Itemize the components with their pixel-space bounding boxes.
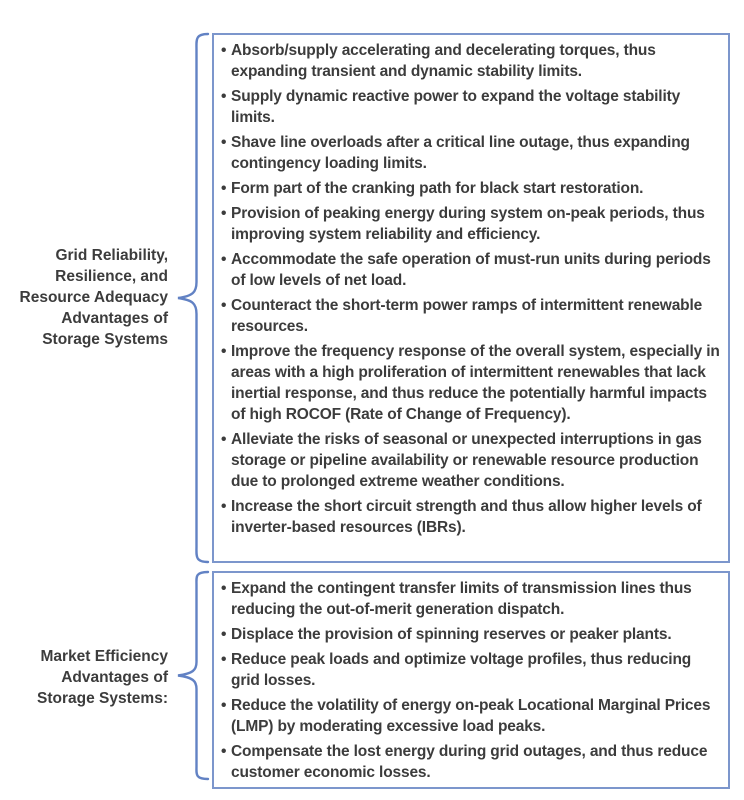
- label-line: Market Efficiency: [40, 648, 168, 665]
- bullet-item: [221, 578, 720, 620]
- market-efficiency-advantages-box: [212, 571, 730, 789]
- bullet-marker-icon: •: [221, 205, 227, 222]
- bullet-item: [221, 178, 720, 199]
- bullet-marker-icon: •: [221, 343, 227, 360]
- bullet-text: Shave line overloads after a critical line outage, thus expanding contingency loading limits.: [231, 134, 690, 172]
- bullet-item: [221, 695, 720, 737]
- bullet-marker-icon: •: [221, 626, 227, 643]
- bullet-item: [221, 429, 720, 492]
- bullet-item: [221, 132, 720, 174]
- label-line: Advantages of: [61, 310, 168, 327]
- bullet-text: Alleviate the risks of seasonal or unexpected interruptions in gas storage or pipeline availability or renewable resource production due to prolonged extreme weather conditions.: [231, 431, 702, 490]
- bullet-text: Reduce peak loads and optimize voltage profiles, thus reducing grid losses.: [231, 651, 692, 689]
- bullet-text: Compensate the lost energy during grid outages, and thus reduce customer economic losses.: [231, 743, 708, 781]
- bullet-item: [221, 249, 720, 291]
- bullet-text: Accommodate the safe operation of must-run units during periods of low levels of net load.: [231, 251, 711, 289]
- bullet-text: Improve the frequency response of the overall system, especially in areas with a high proliferation of intermittent renewables that lack inertial response, and thus reduce the potentially harmful impacts of high ROCOF (Rate of Change of Frequency).: [231, 343, 720, 423]
- bullet-marker-icon: •: [221, 251, 227, 268]
- bullet-marker-icon: •: [221, 651, 227, 668]
- bullet-item: [221, 341, 720, 425]
- bullet-text: Counteract the short-term power ramps of intermittent renewable resources.: [231, 297, 703, 335]
- bullet-item: [221, 624, 720, 645]
- curly-brace-reliability-icon: [171, 32, 211, 564]
- bullet-item: [221, 496, 720, 538]
- bullet-marker-icon: •: [221, 297, 227, 314]
- bullet-marker-icon: •: [221, 431, 227, 448]
- bullet-marker-icon: •: [221, 42, 227, 59]
- bullet-marker-icon: •: [221, 180, 227, 197]
- bullet-item: [221, 86, 720, 128]
- label-line: Storage Systems:: [37, 690, 168, 707]
- bullet-item: [221, 649, 720, 691]
- bullet-text: Absorb/supply accelerating and decelerating torques, thus expanding transient and dynamic stability limits.: [231, 42, 656, 80]
- label-line: Resilience, and: [55, 268, 168, 285]
- bullet-marker-icon: •: [221, 498, 227, 515]
- market-bullet-list: [221, 578, 720, 783]
- label-line: Resource Adequacy: [19, 289, 168, 306]
- bullet-text: Expand the contingent transfer limits of transmission lines thus reducing the out-of-merit generation dispatch.: [231, 580, 692, 618]
- label-line: Advantages of: [61, 669, 168, 686]
- bullet-text: Displace the provision of spinning reserves or peaker plants.: [231, 626, 672, 643]
- label-market-efficiency-advantages: [0, 646, 168, 709]
- bullet-text: Increase the short circuit strength and thus allow higher levels of inverter-based resources (IBRs).: [231, 498, 702, 536]
- bullet-item: [221, 40, 720, 82]
- label-line: Grid Reliability,: [55, 247, 168, 264]
- bullet-marker-icon: •: [221, 697, 227, 714]
- reliability-advantages-box: [212, 33, 730, 563]
- bullet-text: Supply dynamic reactive power to expand the voltage stability limits.: [231, 88, 681, 126]
- bullet-text: Form part of the cranking path for black start restoration.: [231, 180, 644, 197]
- bullet-marker-icon: •: [221, 134, 227, 151]
- bullet-item: [221, 203, 720, 245]
- curly-brace-market-icon: [171, 570, 211, 781]
- label-line: Storage Systems: [42, 331, 168, 348]
- bullet-marker-icon: •: [221, 580, 227, 597]
- bullet-item: [221, 741, 720, 783]
- bullet-text: Reduce the volatility of energy on-peak Locational Marginal Prices (LMP) by moderating excessive load peaks.: [231, 697, 711, 735]
- bullet-item: [221, 295, 720, 337]
- label-grid-reliability-advantages: [0, 245, 168, 350]
- reliability-bullet-list: [221, 40, 720, 538]
- bullet-marker-icon: •: [221, 88, 227, 105]
- bullet-text: Provision of peaking energy during system on-peak periods, thus improving system reliability and efficiency.: [231, 205, 705, 243]
- bullet-marker-icon: •: [221, 743, 227, 760]
